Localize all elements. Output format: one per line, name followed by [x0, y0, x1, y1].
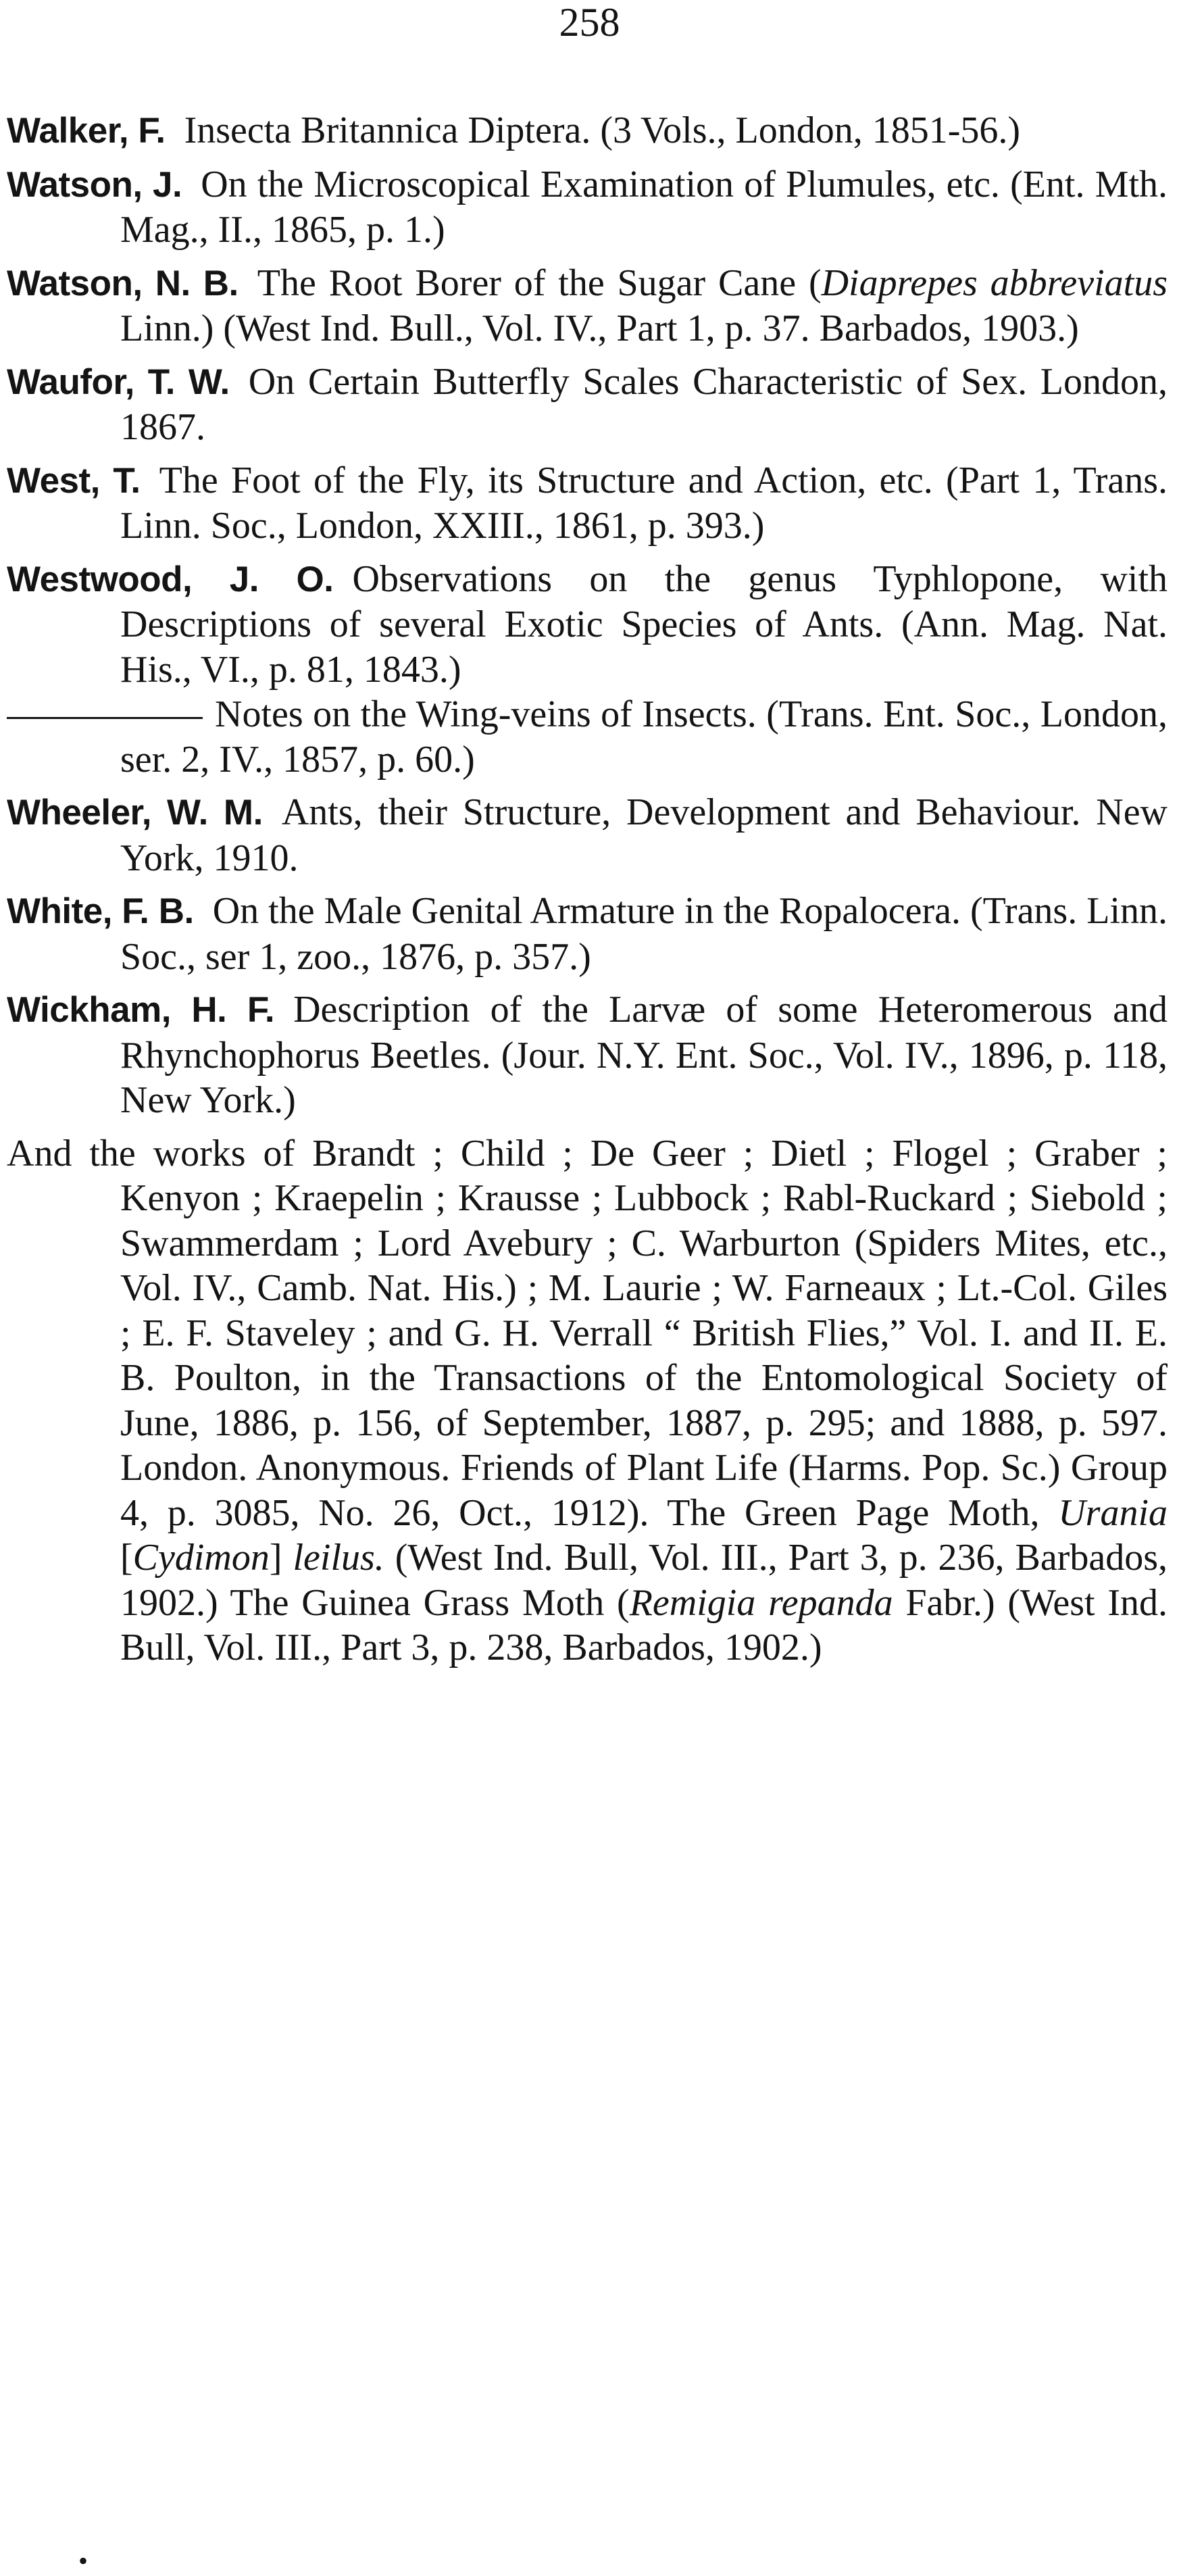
bibliography-entry [7, 458, 1168, 549]
entry-text: [ [120, 1537, 133, 1579]
bibliography-entry [7, 108, 1168, 154]
entry-text: And the works of Brandt ; Child ; De Geer ; Dietl ; Flogel ; Graber ; Kenyon ; Kraepelin ; Krausse ; Lubbock ; Rabl-Ruckard ; Siebold ; Swammerdam ; Lord Avebury ; C. Warburton (Spiders Mites, etc., Vol. IV., Camb. Nat. His.) ; M. Laurie ; W. Farneaux ; Lt.-Col. Giles ; E. F. Staveley ; and G. H. Verrall “ British Flies,” Vol. I. and II. E. B. Poulton, in the Transactions of the Entomological Society of June, 1886, p. 156, of September, 1887, p. 295; and 1888, p. 597. London. Anonymous. Friends of Plant Life (Harms. Pop. Sc.) Group 4, p. 3085, No. 26, Oct., 1912). The Green Page Moth, [7, 1132, 1168, 1534]
bibliography-entry [7, 692, 1168, 782]
italic-text: Remigia repanda [629, 1581, 893, 1624]
bibliography-entry [7, 557, 1168, 693]
entry-text: (West Ind. Bull, Vol. III., Part 3, p. 236, Barbados, 1902.) The Guinea Grass Moth ( [120, 1537, 1168, 1624]
italic-text: Urania [1058, 1491, 1168, 1534]
entry-text: Observations on the genus Typhlopone, with Descriptions of several Exotic Species of Ants. (Ann. Mag. Nat. His., VI., p. 81, 1843.) [120, 558, 1168, 691]
entry-author: West, T. [7, 460, 141, 501]
entry-author: Wheeler, W. M. [7, 793, 263, 833]
entry-author: Walker, F. [7, 111, 166, 151]
entry-text: Ants, their Structure, Development and Behaviour. New York, 1910. [120, 791, 1168, 879]
entry-author: Watson, J. [7, 164, 182, 205]
bibliography-list [7, 108, 1168, 2576]
entry-text: On the Male Genital Armature in the Ropalocera. (Trans. Linn. Soc., ser 1, zoo., 1876, p. 357.) [120, 890, 1168, 978]
bibliography-entry [7, 889, 1168, 979]
entry-author: Waufor, T. W. [7, 362, 230, 402]
margin-bullet: • [78, 2545, 89, 2576]
entry-text: On Certain Butterfly Scales Characteristic of Sex. London, 1867. [120, 360, 1168, 448]
italic-text: Cydimon [132, 1537, 270, 1579]
entry-text: On the Microscopical Examination of Plumules, etc. (Ent. Mth. Mag., II., 1865, p. 1.) [120, 163, 1168, 251]
entry-text: Linn.) (West Ind. Bull., Vol. IV., Part 1, p. 37. Barbados, 1903.) [120, 307, 1079, 349]
italic-text: leilus. [293, 1537, 384, 1579]
entry-text: Notes on the Wing-veins of Insects. (Trans. Ent. Soc., London, ser. 2, IV., 1857, p. 60.) [120, 693, 1168, 781]
entry-text: Fabr.) (West Ind. Bull, Vol. III., Part 3, p. 238, Barbados, 1902.) [120, 1581, 1168, 1668]
entry-author: Westwood, J. O. [7, 559, 334, 599]
page-number: 258 [559, 0, 620, 45]
entry-text: ] [269, 1537, 293, 1579]
italic-text: Diaprepes abbreviatus [821, 262, 1168, 304]
entry-author: Wickham, H. F. [7, 990, 275, 1030]
closing-paragraph [7, 1131, 1168, 2576]
entry-text: Insecta Britannica Diptera. (3 Vols., London, 1851-56.) [184, 109, 1021, 151]
bibliography-entry [7, 162, 1168, 253]
bibliography-entry [7, 987, 1168, 1123]
entry-text: Description of the Larvæ of some Heteromerous and Rhynchophorus Beetles. (Jour. N.Y. Ent. Soc., Vol. IV., 1896, p. 118, New York.) [120, 989, 1168, 1121]
entry-text: The Root Borer of the Sugar Cane ( [257, 262, 822, 304]
entry-author: Watson, N. B. [7, 263, 239, 303]
entry-author: White, F. B. [7, 891, 194, 931]
bibliography-entry [7, 790, 1168, 881]
bibliography-entry [7, 360, 1168, 450]
ditto-dash [7, 717, 203, 719]
bibliography-entry [7, 261, 1168, 351]
entry-text: The Foot of the Fly, its Structure and Action, etc. (Part 1, Trans. Linn. Soc., London, XXIII., 1861, p. 393.) [120, 459, 1168, 547]
